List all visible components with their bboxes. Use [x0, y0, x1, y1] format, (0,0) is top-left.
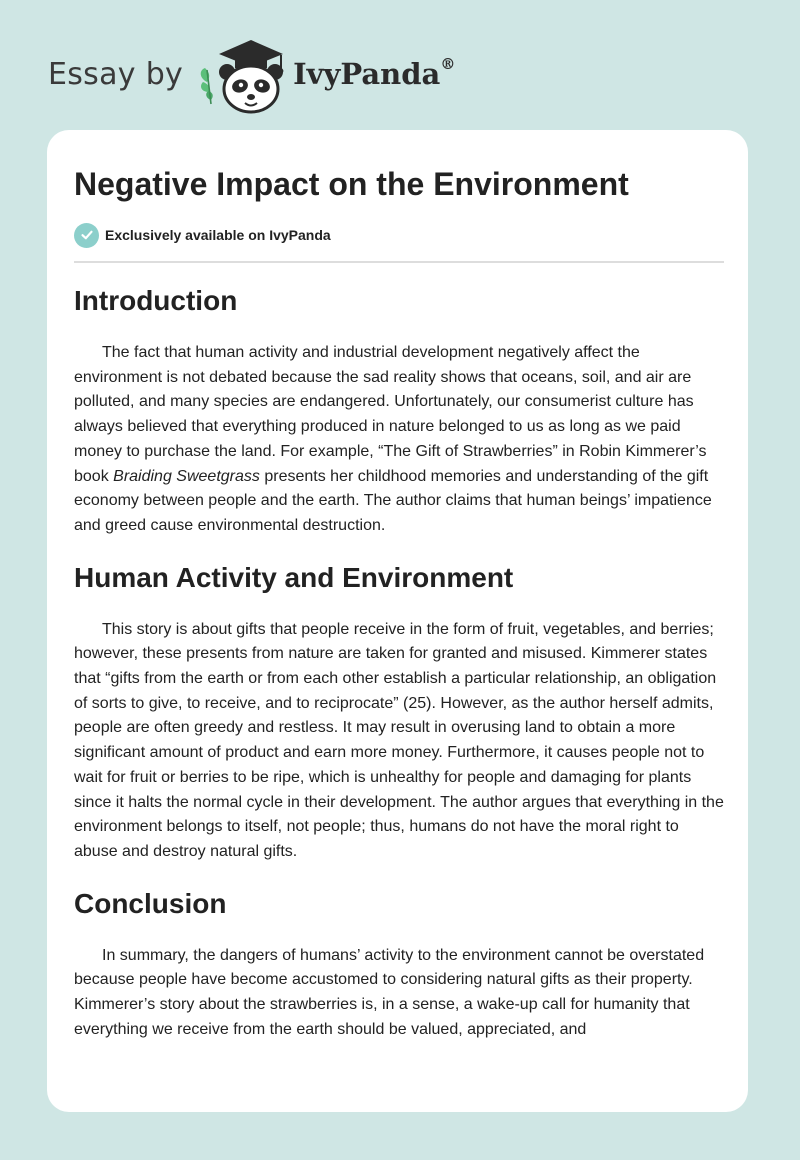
essay-card — [47, 130, 748, 1112]
paragraph-introduction: The fact that human activity and industrial development negatively affect the environment is not debated because the sad reality shows that oceans, soil, and air are polluted, and many species are endangered. Unfortunately, our consumerist culture has always believed that everything produced in nature belonged to us as long as we paid money to purchase the land. For example, “The Gift of Strawberries” in Robin Kimmerer’s book Braiding Sweetgrass presents her childhood memories and understanding of the gift economy between people and the earth. The author claims that human beings’ impatience and greed cause environmental destruction. — [74, 344, 712, 534]
exclusive-badge-label: Exclusively available on IvyPanda — [105, 227, 331, 243]
section-heading-human-activity: Human Activity and Environment — [74, 561, 514, 593]
section-heading-introduction: Introduction — [74, 285, 238, 316]
essay-title: Negative Impact on the Environment — [74, 166, 629, 202]
brand-name[interactable]: IvyPanda® — [293, 55, 456, 91]
exclusive-badge — [74, 222, 724, 248]
paragraph-conclusion: In summary, the dangers of humans’ activity to the environment cannot be overstated because people have become accustomed to considering natural gifts as their property. Kimmerer’s story about the strawberries is, in a sense, a wake-up call for humanity that everything we receive from the earth should be valued, appreciated, and — [74, 946, 705, 1038]
site-header — [48, 34, 455, 114]
panda-graduate-icon[interactable] — [197, 34, 289, 114]
section-heading-conclusion: Conclusion — [74, 887, 227, 919]
title-divider — [74, 261, 724, 263]
essay-by-label: Essay by — [48, 56, 184, 92]
paragraph-human-activity: This story is about gifts that people receive in the form of fruit, vegetables, and berries; however, these presents from nature are taken for granted and misused. Kimmerer states that “gifts from the earth or from each other establish a particular relationship, an obligation of sorts to give, to receive, and to reciprocate” (25). However, as the author herself admits, people are often greedy and restless. It may result in overusing land to obtain a more significant amount of product and earn more money. Furthermore, it causes people not to wait for fruit or berries to be ripe, which is unhealthy for people and damaging for plants since it halts the normal cycle in their development. The author argues that everything in the environment belongs to itself, not people; thus, humans do not have the moral right to abuse and destroy natural gifts. — [74, 620, 724, 860]
check-circle-icon — [74, 223, 99, 248]
book-title: Braiding Sweetgrass — [113, 467, 260, 485]
